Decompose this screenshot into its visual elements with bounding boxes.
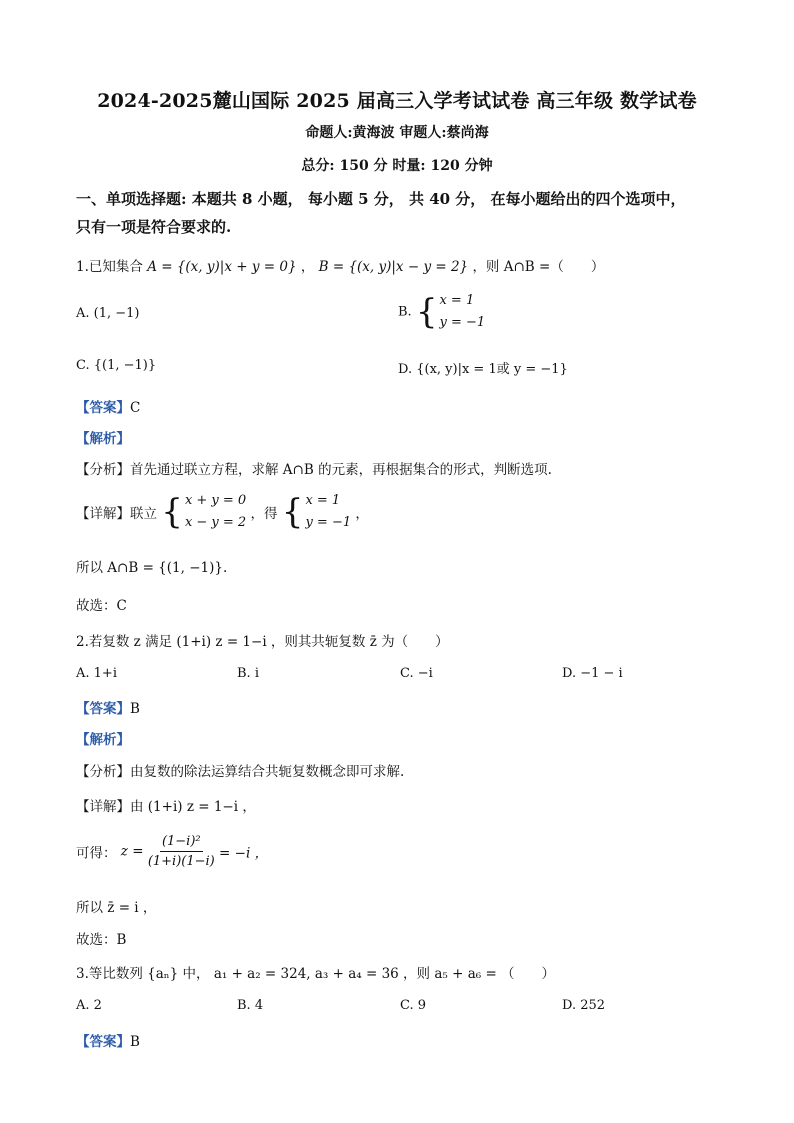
q1-xiangjie-tag: 【详解】 [76, 506, 130, 522]
q1-system-2-line1: x = 1 [305, 493, 341, 508]
q1-choice: 故选：C [76, 598, 127, 614]
q3-option-a: A. 2 [76, 998, 102, 1013]
score-time-line: 总分: 150 分 时量: 120 分钟 [301, 158, 493, 174]
question-3-stem: 3.等比数列 {aₙ} 中， a₁ + a₂ = 324, a₃ + a₄ = 36 ，则 a₅ + a₆ = （ ） [76, 966, 556, 982]
q1-fenxi-text: 首先通过联立方程，求解 A∩B 的元素，再根据集合的形式，判断选项. [130, 462, 552, 478]
authors-line: 命题人:黄海波 审题人:蔡尚海 [305, 125, 489, 141]
q1-option-b-line2: y = −1 [439, 315, 486, 330]
page-title: 2024-2025麓山国际 2025 届高三入学考试试卷 高三年级 数学试卷 [97, 90, 697, 112]
q1-xiangjie [76, 490, 369, 534]
q1-option-b [398, 290, 485, 334]
q1-analysis-heading [76, 427, 130, 447]
q2-option-c: C. −i [400, 666, 433, 681]
q2-kede [76, 834, 268, 869]
q2-fraction [148, 834, 215, 869]
q2-fenxi [76, 760, 404, 780]
question-2-stem: 2.若复数 z 满足 (1+i) z = 1−i ，则其共轭复数 z̄ 为（ ） [76, 634, 449, 650]
q1-comma: ， [300, 259, 315, 275]
q1-answer-value: C [130, 400, 141, 416]
q3-answer-value: B [130, 1034, 140, 1050]
q1-xiangjie-pre: 联立 [130, 506, 157, 522]
q2-analysis-heading [76, 728, 130, 748]
q3-option-b: B. 4 [237, 998, 264, 1013]
q1-fenxi-tag: 【分析】 [76, 462, 130, 478]
q2-answer [76, 697, 140, 717]
q1-system-2: { x = 1 y = −1 [281, 492, 352, 532]
q1-analysis-tag: 【解析】 [76, 431, 130, 447]
q1-option-b-system: { x = 1 y = −1 [415, 292, 486, 332]
q2-xiangjie [76, 795, 256, 815]
q2-kede-pre: 可得： [76, 845, 117, 862]
q3-answer-tag: 【答案】 [76, 1034, 130, 1050]
section-heading-line2: 只有一项是符合要求的. [76, 218, 232, 236]
q2-kede-lhs: z = [120, 843, 144, 860]
q1-suffix: ，则 A∩B =（ ） [472, 259, 605, 275]
section-heading-line1: 一、单项选择题: 本题共 8 小题， 每小题 5 分， 共 40 分， 在每小题给出的四个选项中， [76, 190, 686, 208]
q2-fenxi-tag: 【分析】 [76, 764, 130, 780]
q1-system-1-line1: x + y = 0 [184, 493, 247, 508]
q1-xiangjie-mid: ，得 [250, 506, 278, 522]
q2-choice: 故选：B [76, 932, 127, 948]
q1-xiangjie-end: ， [355, 506, 369, 522]
q1-option-d: D. {(x, y)|x = 1或 y = −1} [398, 362, 568, 377]
q3-answer [76, 1030, 140, 1050]
q2-option-d: D. −1 − i [562, 666, 623, 681]
q2-kede-rhs: = −i ， [219, 845, 269, 862]
q2-conclusion: 所以 z̄ = i ， [76, 900, 157, 916]
q2-fraction-numerator: (1−i)² [160, 834, 203, 852]
q1-answer [76, 396, 140, 416]
q1-system-1: { x + y = 0 x − y = 2 [161, 492, 247, 532]
q2-xiangjie-tag: 【详解】 [76, 799, 130, 815]
q1-option-c: C. {(1, −1)} [76, 358, 157, 373]
q2-answer-tag: 【答案】 [76, 701, 130, 717]
q3-option-c: C. 9 [400, 998, 427, 1013]
q2-answer-value: B [130, 701, 140, 717]
q1-set-b: B = {(x, y)|x − y = 2} [318, 259, 469, 275]
q1-option-b-label: B. [398, 304, 412, 320]
q1-system-2-line2: y = −1 [305, 515, 352, 530]
q1-system-1-line2: x − y = 2 [184, 515, 247, 530]
q1-set-a: A = {(x, y)|x + y = 0} [147, 259, 297, 275]
q2-fenxi-text: 由复数的除法运算结合共轭复数概念即可求解. [130, 764, 405, 780]
q2-analysis-tag: 【解析】 [76, 732, 130, 748]
q1-option-b-line1: x = 1 [439, 293, 475, 308]
q2-option-b: B. i [237, 666, 259, 681]
q2-xiangjie-text: 由 (1+i) z = 1−i ， [130, 799, 256, 815]
q3-option-d: D. 252 [562, 998, 606, 1013]
question-1-stem [76, 255, 604, 275]
q1-fenxi [76, 458, 552, 478]
q1-answer-tag: 【答案】 [76, 400, 130, 416]
q1-option-a: A. (1, −1) [76, 306, 140, 321]
q1-prefix: 1.已知集合 [76, 259, 143, 275]
q2-option-a: A. 1+i [76, 666, 117, 681]
q1-conclusion: 所以 A∩B = {(1, −1)}. [76, 560, 228, 576]
q2-fraction-denominator: (1+i)(1−i) [147, 854, 215, 869]
